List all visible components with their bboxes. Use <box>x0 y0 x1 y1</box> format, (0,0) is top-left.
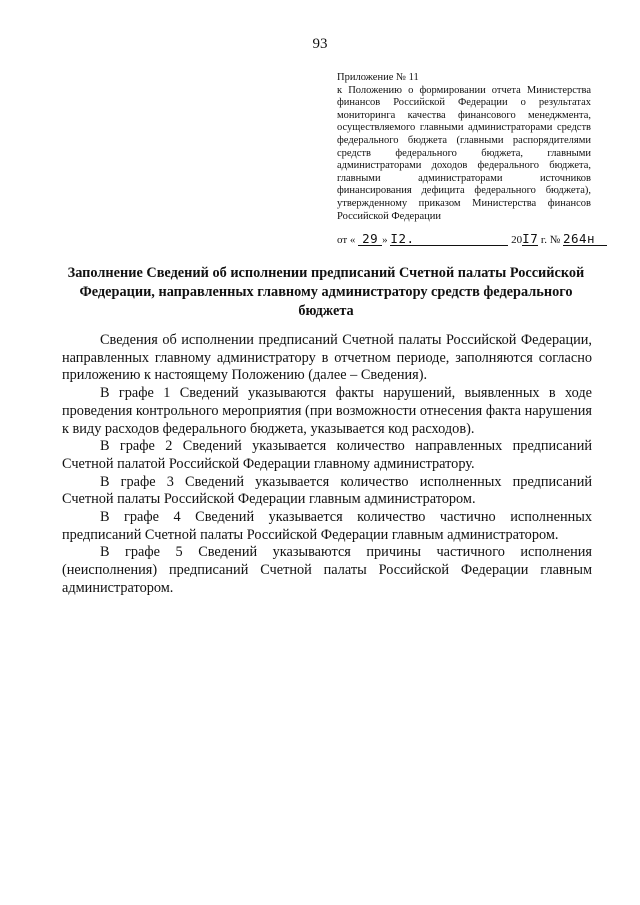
appendix-title: Приложение № 11 <box>337 72 419 83</box>
body-text <box>62 332 592 598</box>
order-month: I2. <box>390 232 508 246</box>
appendix-block <box>337 72 591 223</box>
paragraph: В графе 4 Сведений указывается количество частично исполненных предписаний Счетной палаты Российской Федерации главным администратором. <box>62 509 592 543</box>
order-year-prefix: 20 <box>511 234 523 246</box>
order-prefix: от « <box>337 234 356 246</box>
section-heading: Заполнение Сведений об исполнении предписаний Счетной палаты Российской Федерации, направленных главному администратору средств федерального бюджета <box>67 265 585 319</box>
order-number: 264н <box>563 232 607 246</box>
page-number: 93 <box>312 36 328 52</box>
order-year-label: г. № <box>540 234 561 246</box>
paragraph: В графе 5 Сведений указываются причины частичного исполнения (неисполнения) предписаний Счетной палаты Российской Федерации главным администратором. <box>62 544 592 596</box>
order-date-number-line <box>337 231 596 246</box>
paragraph: В графе 3 Сведений указывается количество исполненных предписаний Счетной палаты Российской Федерации главным администратором. <box>62 473 592 508</box>
paragraph: В графе 2 Сведений указывается количество направленных предписаний Счетной палатой Российской Федерации главному администратору. <box>62 438 592 472</box>
order-year-suffix: I7 <box>522 231 539 246</box>
order-sep: » <box>382 234 388 246</box>
paragraph: Сведения об исполнении предписаний Счетной палаты Российской Федерации, направленных главному администратору в отчетном периоде, заполняются согласно приложению к настоящему Положению (далее – Сведения). <box>62 332 592 384</box>
paragraph: В графе 1 Сведений указываются факты нарушений, выявленных в ходе проведения контрольного мероприятия (при возможности отнесения факта нарушения к виду расходов федерального бюджета, указывается код расходов). <box>62 385 592 437</box>
order-day: 29 <box>358 232 382 246</box>
appendix-text: к Положению о формировании отчета Министерства финансов Российской Федерации о результатах мониторинга качества финансового менеджмента, осуществляемого главными администраторами средств федерального бюджета (главными распорядителями средств федерального бюджета, главными администраторами доходов федерального бюджета, главными администраторами источников финансирования дефицита федерального бюджета), утвержденному приказом Министерства финансов Российской Федерации <box>337 84 591 222</box>
